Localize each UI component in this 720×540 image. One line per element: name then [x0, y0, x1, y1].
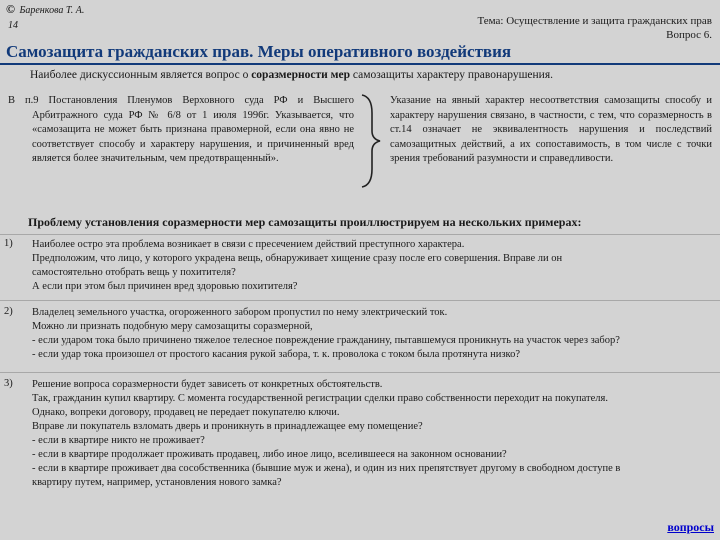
example-line: Однако, вопреки договору, продавец не передает покупателю ключи. [32, 407, 340, 418]
questions-link[interactable]: вопросы [667, 520, 714, 534]
example-line: Можно ли признать подобную меру самозащиты соразмерной, [32, 321, 313, 332]
problem-heading: Проблему установления соразмерности мер самозащиты проиллюстрируем на нескольких примерах: [28, 215, 582, 229]
author-name: Баренкова Т. А. [19, 5, 85, 16]
copyright-mark: © [6, 2, 15, 16]
intro-after: самозащиты характеру правонарушения. [349, 69, 553, 81]
example-line: Владелец земельного участка, огороженного забором пропустил по нему электрический ток. [32, 307, 448, 318]
example-line: Решение вопроса соразмерности будет зависеть от конкретных обстоятельств. [32, 379, 383, 390]
example-line: квартиру путем, например, установления нового замка? [32, 477, 282, 488]
slide-number: 14 [8, 20, 18, 31]
example-line: - если в квартире продолжает проживать продавец, либо иное лицо, вселившееся на законном основании? [32, 449, 507, 460]
author-line [6, 3, 84, 17]
example-number: 2) [4, 306, 13, 317]
example-line: А если при этом был причинен вред здоровью похитителя? [32, 281, 298, 292]
question-number: Вопрос 6. [666, 29, 712, 41]
example-line: Предположим, что лицо, у которого украдена вещь, обнаруживает хищение сразу после его совершения. Вправе ли он [32, 253, 563, 264]
title-divider [0, 63, 720, 65]
example-number: 3) [4, 378, 13, 389]
page-title: Самозащита гражданских прав. Меры оперативного воздействия [6, 42, 512, 61]
example-line: самостоятельно отобрать вещь у похитителя? [32, 267, 236, 278]
example-1 [32, 238, 712, 294]
example-line: - если в квартире проживает два сособственника (бывшие муж и жена), и один из них препятствует другому в свободном доступе в [32, 463, 621, 474]
example-2 [32, 306, 712, 362]
example-line: - если удар тока произошел от простого касания рукой забора, т. к. проволока с током была протянута низко? [32, 349, 521, 360]
example-line: Наиболее остро эта проблема возникает в связи с пресечением действий преступного характера. [32, 239, 465, 250]
divider [0, 372, 720, 373]
right-brace-icon [356, 93, 386, 189]
example-number: 1) [4, 238, 13, 249]
left-column-text [4, 94, 354, 167]
intro-before: Наиболее дискуссионным является вопрос о [30, 69, 252, 81]
example-line: Так, гражданин купил квартиру. С момента государственной регистрации сделки право собственности переходит на покупателя. [32, 393, 608, 404]
topic-block [412, 14, 712, 42]
intro-text [30, 69, 553, 81]
divider [0, 234, 720, 235]
left-paragraph: В п.9 Постановления Пленумов Верховного суда РФ и Высшего Арбитражного суда РФ № 6/8 от 1 июля 1996г. Указывается, что «самозащита не может быть признана правомерной, если она явно не соответствует способу и характеру нарушения, и причиненный вред является более значительным, чем предотвращенный». [8, 95, 354, 164]
intro-bold: соразмерности мер [251, 69, 350, 81]
example-line: - если ударом тока было причинено тяжелое телесное повреждение гражданину, пытавшемуся проникнуть на участок через забор? [32, 335, 620, 346]
topic-line: Тема: Осуществление и защита гражданских прав [477, 15, 712, 27]
right-column-text: Указание на явный характер несоответствия самозащиты способу и характеру нарушения связано, в частности, с тем, что соразмерность в ст.14 означает не эквивалентность нарушения и последствий самозащитных действий, а их сопоставимость, в том числе с точки зрения требований разумности и справедливости. [390, 95, 712, 164]
example-line: - если в квартире никто не проживает? [32, 435, 205, 446]
example-3 [32, 378, 712, 490]
example-line: Вправе ли покупатель взломать дверь и проникнуть в принадлежащее ему помещение? [32, 421, 423, 432]
divider [0, 300, 720, 301]
